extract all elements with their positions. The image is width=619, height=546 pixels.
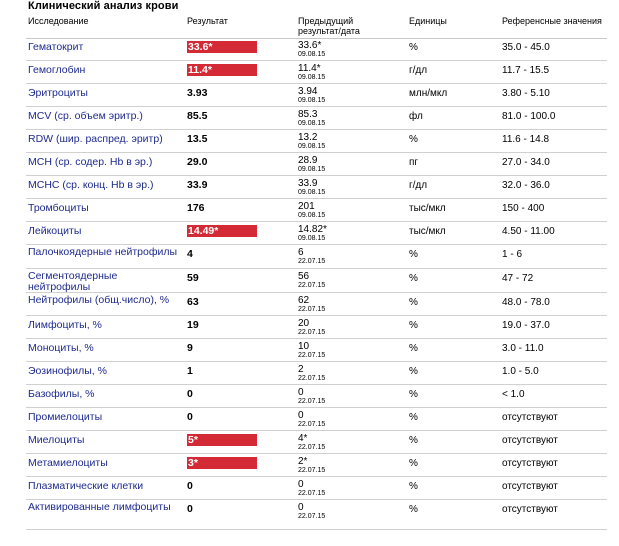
unit: % — [409, 481, 418, 492]
test-name: MCV (ср. объем эритр.) — [28, 110, 143, 122]
table-row — [26, 316, 607, 339]
previous-result: 28.9 — [298, 155, 318, 166]
previous-date: 09.08.15 — [298, 143, 326, 150]
previous-result: 33.9 — [298, 178, 318, 189]
result-value: 13.5 — [187, 133, 208, 145]
reference-range: отсутствуют — [502, 435, 558, 446]
previous-result: 0 — [298, 479, 304, 490]
table-row — [26, 339, 607, 362]
previous-date: 09.08.15 — [298, 51, 326, 58]
test-name: Гемоглобин — [28, 64, 86, 76]
previous-result: 2 — [298, 364, 304, 375]
result-value: 0 — [187, 503, 193, 515]
table-row — [26, 362, 607, 385]
results-table — [26, 38, 607, 530]
result-value-flagged: 33.6* — [187, 41, 257, 53]
test-name: MCH (ср. содер. Hb в эр.) — [28, 156, 153, 168]
table-row — [26, 107, 607, 130]
column-header-reference: Референсные значения — [502, 16, 602, 26]
unit: % — [409, 297, 418, 308]
previous-result: 33.6* — [298, 40, 322, 51]
reference-range: 32.0 - 36.0 — [502, 180, 550, 191]
previous-date: 22.07.15 — [298, 282, 326, 289]
test-name: Лимфоциты, % — [28, 319, 102, 331]
column-header-result: Результат — [187, 16, 228, 26]
previous-date: 22.07.15 — [298, 513, 326, 520]
table-row — [26, 84, 607, 107]
table-row — [26, 130, 607, 153]
reference-range: 1 - 6 — [502, 249, 523, 260]
previous-result: 0 — [298, 410, 304, 421]
result-value: 59 — [187, 272, 199, 284]
previous-date: 22.07.15 — [298, 258, 326, 265]
table-row — [26, 153, 607, 176]
previous-date: 22.07.15 — [298, 375, 326, 382]
table-row — [26, 385, 607, 408]
unit: % — [409, 366, 418, 377]
previous-result: 56 — [298, 271, 310, 282]
test-name: MCHC (ср. конц. Hb в эр.) — [28, 179, 154, 191]
previous-result: 0 — [298, 502, 304, 513]
table-row — [26, 477, 607, 500]
previous-date: 09.08.15 — [298, 235, 326, 242]
previous-date: 22.07.15 — [298, 490, 326, 497]
test-name: Нейтрофилы (общ.число), % — [28, 294, 170, 306]
result-value-flagged: 5* — [187, 434, 257, 446]
reference-range: 19.0 - 37.0 — [502, 320, 550, 331]
test-name: Лейкоциты — [28, 225, 82, 237]
column-header-previous: Предыдущий результат/дата — [298, 16, 360, 36]
table-row — [26, 245, 607, 269]
table-row — [26, 293, 607, 316]
previous-result: 6 — [298, 247, 304, 258]
table-row — [26, 431, 607, 454]
table-row — [26, 408, 607, 431]
previous-date: 09.08.15 — [298, 74, 326, 81]
reference-range: < 1.0 — [502, 389, 525, 400]
test-name: Метамиелоциты — [28, 457, 108, 469]
reference-range: 11.7 - 15.5 — [502, 65, 550, 76]
test-name: Моноциты, % — [28, 342, 94, 354]
previous-result: 201 — [298, 201, 315, 212]
result-value: 29.0 — [187, 156, 208, 168]
result-value: 33.9 — [187, 179, 208, 191]
previous-result: 0 — [298, 387, 304, 398]
test-name: Гематокрит — [28, 41, 84, 53]
table-row — [26, 61, 607, 84]
unit: % — [409, 320, 418, 331]
reference-range: 150 - 400 — [502, 203, 545, 214]
unit: % — [409, 42, 418, 53]
table-row — [26, 269, 607, 293]
reference-range: 27.0 - 34.0 — [502, 157, 550, 168]
reference-range: 11.6 - 14.8 — [502, 134, 550, 145]
reference-range: 1.0 - 5.0 — [502, 366, 539, 377]
reference-range: отсутствуют — [502, 412, 558, 423]
previous-date: 22.07.15 — [298, 398, 326, 405]
unit: пг — [409, 157, 419, 168]
test-name: Базофилы, % — [28, 388, 95, 400]
previous-result: 11.4* — [298, 63, 321, 74]
previous-result: 13.2 — [298, 132, 318, 143]
reference-range: 3.0 - 11.0 — [502, 343, 544, 354]
previous-result: 62 — [298, 295, 310, 306]
unit: млн/мкл — [409, 88, 448, 99]
result-value: 0 — [187, 388, 193, 400]
previous-date: 22.07.15 — [298, 444, 326, 451]
result-value: 1 — [187, 365, 193, 377]
result-value: 9 — [187, 342, 193, 354]
reference-range: 81.0 - 100.0 — [502, 111, 556, 122]
previous-date: 09.08.15 — [298, 97, 326, 104]
previous-result: 2* — [298, 456, 308, 467]
unit: г/дл — [409, 180, 428, 191]
unit: % — [409, 412, 418, 423]
table-row — [26, 176, 607, 199]
previous-result: 4* — [298, 433, 308, 444]
unit: % — [409, 134, 418, 145]
column-header-test: Исследование — [28, 16, 89, 26]
previous-date: 22.07.15 — [298, 421, 326, 428]
unit: тыс/мкл — [409, 226, 446, 237]
reference-range: отсутствуют — [502, 481, 558, 492]
test-name: Миелоциты — [28, 434, 85, 446]
previous-date: 22.07.15 — [298, 329, 326, 336]
column-header-units: Единицы — [409, 16, 447, 26]
previous-date: 09.08.15 — [298, 189, 326, 196]
unit: г/дл — [409, 65, 428, 76]
result-value-flagged: 14.49* — [187, 225, 257, 237]
result-value: 3.93 — [187, 87, 208, 99]
previous-result: 20 — [298, 318, 310, 329]
table-row — [26, 38, 607, 61]
previous-date: 22.07.15 — [298, 352, 326, 359]
reference-range: 3.80 - 5.10 — [502, 88, 550, 99]
unit: % — [409, 343, 418, 354]
result-value-flagged: 11.4* — [187, 64, 257, 76]
previous-result: 10 — [298, 341, 310, 352]
previous-result: 3.94 — [298, 86, 318, 97]
result-value: 0 — [187, 480, 193, 492]
table-row — [26, 199, 607, 222]
previous-date: 22.07.15 — [298, 467, 326, 474]
test-name: Палочкоядерные нейтрофилы — [28, 246, 178, 258]
test-name: Эритроциты — [28, 87, 88, 99]
previous-date: 22.07.15 — [298, 306, 326, 313]
reference-range: отсутствуют — [502, 504, 558, 515]
report-title: Клинический анализ крови — [28, 0, 179, 12]
reference-range: 35.0 - 45.0 — [502, 42, 550, 53]
reference-range: 47 - 72 — [502, 273, 534, 284]
previous-result: 14.82* — [298, 224, 327, 235]
table-row — [26, 500, 607, 530]
unit: фл — [409, 111, 423, 122]
test-name: Активированные лимфоциты — [28, 501, 171, 513]
previous-result: 85.3 — [298, 109, 318, 120]
test-name: Промиелоциты — [28, 411, 103, 423]
unit: тыс/мкл — [409, 203, 446, 214]
reference-range: 48.0 - 78.0 — [502, 297, 550, 308]
unit: % — [409, 273, 418, 284]
previous-date: 09.08.15 — [298, 120, 326, 127]
unit: % — [409, 504, 418, 515]
unit: % — [409, 249, 418, 260]
previous-date: 09.08.15 — [298, 166, 326, 173]
test-name: Эозинофилы, % — [28, 365, 107, 377]
result-value: 0 — [187, 411, 193, 423]
test-name: RDW (шир. распред. эритр) — [28, 133, 163, 145]
result-value: 176 — [187, 202, 205, 214]
table-row — [26, 222, 607, 245]
result-value-flagged: 3* — [187, 457, 257, 469]
result-value: 63 — [187, 296, 199, 308]
result-value: 19 — [187, 319, 199, 331]
unit: % — [409, 435, 418, 446]
test-name: Тромбоциты — [28, 202, 89, 214]
reference-range: 4.50 - 11.00 — [502, 226, 555, 237]
unit: % — [409, 458, 418, 469]
test-name: Сегментоядерные нейтрофилы — [28, 270, 118, 293]
previous-date: 09.08.15 — [298, 212, 326, 219]
test-name: Плазматические клетки — [28, 480, 144, 492]
result-value: 4 — [187, 248, 193, 260]
reference-range: отсутствуют — [502, 458, 558, 469]
result-value: 85.5 — [187, 110, 208, 122]
unit: % — [409, 389, 418, 400]
table-row — [26, 454, 607, 477]
